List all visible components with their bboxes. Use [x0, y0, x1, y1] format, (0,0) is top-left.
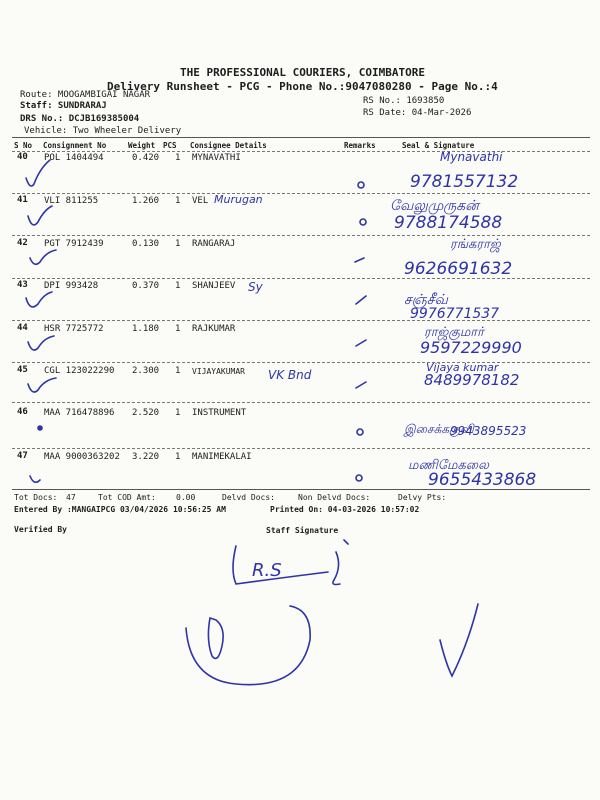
total-cod-label: Tot COD Amt:	[98, 493, 156, 502]
signature-phone: 9788174588	[394, 213, 503, 233]
row-weight: 1.180	[132, 324, 160, 334]
signature-name: ராஜ்குமார்	[424, 325, 484, 340]
row-consignment-no: MAA 9000363202	[44, 452, 120, 462]
verifier-circle-stroke	[186, 606, 310, 685]
rs-date: RS Date: 04-Mar-2026	[363, 108, 472, 118]
col-consignee: Consignee Details	[190, 141, 267, 150]
staff-signature-stroke	[344, 540, 348, 544]
row-weight: 2.300	[132, 366, 160, 376]
row-consignee: VEL	[192, 196, 209, 206]
row-consignment-no: VLI 811255	[44, 196, 99, 206]
row-sno: 40	[17, 152, 28, 162]
staff-signature-stroke	[233, 546, 328, 584]
staff: Staff: SUNDRARAJ	[20, 101, 107, 111]
staff-signature-stroke	[208, 618, 223, 658]
verified-by-label: Verified By	[14, 525, 67, 534]
signature-phone: 9976771537	[410, 306, 500, 322]
delivery-points: Delvy Pts:	[398, 493, 447, 502]
row-sno: 43	[17, 280, 28, 290]
signature-phone: 9626691632	[404, 259, 513, 279]
signature-name: இசைக்கருவி	[404, 422, 474, 436]
total-cod-value: 0.00	[176, 493, 196, 502]
col-weight: Weight	[128, 141, 156, 150]
row-weight: 1.260	[132, 196, 160, 206]
row-consignment-no: DPI 993428	[44, 281, 99, 291]
row-pcs: 1	[175, 281, 181, 291]
row-pcs: 1	[175, 452, 181, 462]
company-name: THE PROFESSIONAL COURIERS, COIMBATORE	[180, 66, 426, 79]
row-consignment-no: CGL 123022290	[44, 366, 115, 376]
delivered-docs: Delvd Docs:	[222, 493, 275, 502]
row-consignee: RAJKUMAR	[192, 324, 236, 334]
row-weight: 0.370	[132, 281, 160, 291]
runsheet-title: Delivery Runsheet - PCG - Phone No.:9047080280 - Page No.:4	[107, 80, 498, 93]
col-remarks: Remarks	[344, 141, 376, 150]
row-weight: 0.130	[132, 239, 160, 249]
col-consignment: Consignment No	[43, 141, 107, 150]
row-pcs: 1	[175, 408, 181, 418]
row-sno: 44	[17, 323, 28, 333]
row-consignee: SHANJEEV	[192, 281, 236, 291]
row-pcs: 1	[175, 366, 181, 376]
signature-name: ரங்கராஜ்	[450, 237, 501, 252]
row-consignee: INSTRUMENT	[192, 408, 247, 418]
row-consignee: RANGARAJ	[192, 239, 236, 249]
signature-name: Vijaya kumar	[426, 361, 499, 374]
total-docs-value: 47	[66, 493, 76, 502]
row-weight: 2.520	[132, 408, 160, 418]
row-sno: 42	[17, 238, 28, 248]
staff-signature-stroke	[333, 552, 340, 585]
row-sno: 46	[17, 407, 28, 417]
rs-number: RS No.: 1693850	[363, 96, 445, 106]
printed-on: Printed On: 04-03-2026 10:57:02	[270, 505, 420, 514]
signature-name: வேலுமுருகன்	[390, 198, 479, 214]
row-pcs: 1	[175, 324, 181, 334]
row-consignment-no: PGT 7912439	[44, 239, 104, 249]
handwritten-initials: Sy	[248, 280, 263, 294]
signature-name: Mynavathi	[440, 150, 503, 164]
staff-signature-ink: R.S	[252, 560, 282, 581]
row-sno: 47	[17, 451, 28, 461]
row-weight: 3.220	[132, 452, 160, 462]
non-delivered-docs: Non Delvd Docs:	[298, 493, 371, 502]
row-consignment-no: POL 1404494	[44, 153, 104, 163]
col-pcs: PCS	[163, 141, 177, 150]
row-pcs: 1	[175, 196, 181, 206]
row-consignment-no: MAA 716478896	[44, 408, 115, 418]
row-sno: 45	[17, 365, 28, 375]
vehicle: Vehicle: Two Wheeler Delivery	[24, 126, 182, 136]
row-consignee: MYNAVATHI	[192, 153, 241, 163]
signature-name: சஞ்சீவ்	[404, 292, 448, 308]
row-pcs: 1	[175, 153, 181, 163]
col-seal-signature: Seal & Signature	[402, 141, 475, 150]
staff-signature-label: Staff Signature	[266, 526, 339, 535]
signature-name: மணிமேகலை	[408, 458, 489, 473]
row-consignment-no: HSR 7725772	[44, 324, 104, 334]
handwritten-initials: VK Bnd	[268, 368, 312, 382]
signature-phone: 9655433868	[428, 470, 537, 490]
signature-phone: 8489978182	[424, 371, 520, 389]
signature-phone: 9781557132	[410, 172, 519, 192]
signature-phone: 9597229990	[420, 338, 522, 357]
row-pcs: 1	[175, 239, 181, 249]
row-consignee: VIJAYAKUMAR	[192, 367, 245, 376]
row-weight: 0.420	[132, 153, 160, 163]
handwritten-name: Murugan	[214, 193, 263, 206]
col-sno: S No	[14, 141, 33, 150]
row-consignee: MANIMEKALAI	[192, 452, 252, 462]
signature-phone: 9943895523	[450, 424, 527, 438]
total-docs-label: Tot Docs:	[14, 493, 58, 502]
route: Route: MOOGAMBIGAI NAGAR	[20, 90, 151, 100]
row-sno: 41	[17, 195, 28, 205]
entered-by: Entered By :MANGAIPCG 03/04/2026 10:56:25 AM	[14, 505, 226, 514]
drs-number: DRS No.: DCJB169385004	[20, 114, 140, 124]
verifier-signature-stroke	[440, 604, 478, 676]
